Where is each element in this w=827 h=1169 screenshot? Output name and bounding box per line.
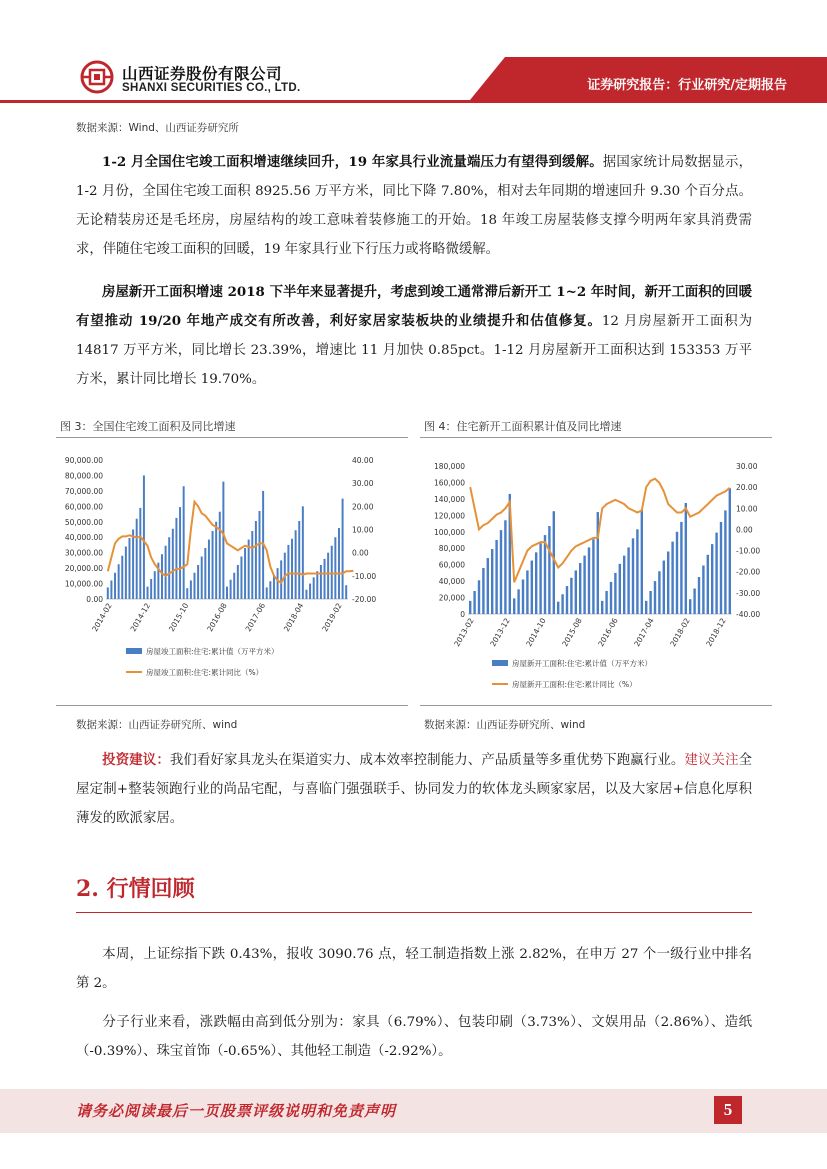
bar: [592, 539, 594, 614]
bar: [654, 581, 656, 614]
bar: [729, 488, 731, 614]
bar: [707, 555, 709, 614]
bar: [566, 586, 568, 614]
bar: [143, 475, 145, 599]
bar: [266, 587, 268, 599]
bar: [610, 582, 612, 614]
bar: [175, 518, 177, 599]
bar: [338, 528, 340, 599]
right-axis-tick-label: 20.00: [736, 483, 758, 493]
right-axis-tick-label: 40.00: [352, 456, 374, 465]
bar: [605, 591, 607, 614]
legend-line-label: 房屋竣工面积:住宅:累计同比（%）: [146, 668, 264, 677]
legend-bar-label: 房屋竣工面积:住宅:累计值（万平方米）: [146, 647, 279, 656]
bar: [226, 587, 228, 599]
bar: [623, 556, 625, 614]
bar: [161, 554, 163, 599]
left-axis-tick-label: 180,000: [433, 462, 465, 471]
bar: [324, 559, 326, 599]
company-name-en: SHANXI SECURITIES CO., LTD.: [122, 82, 301, 94]
bar: [193, 573, 195, 599]
bar: [219, 512, 221, 599]
bar: [685, 503, 687, 614]
top-data-source: 数据来源：Wind、山西证券研究所: [76, 122, 239, 134]
bar: [588, 547, 590, 614]
bar: [658, 571, 660, 614]
bar: [711, 544, 713, 614]
bar: [693, 589, 695, 614]
bar: [522, 579, 524, 614]
left-axis-tick-label: 80,000: [438, 544, 465, 554]
bar: [128, 538, 130, 599]
bar: [190, 580, 192, 599]
bar: [230, 580, 232, 599]
paragraph-completion-lead: 1-2 月全国住宅竣工面积增速继续回升，19 年家具行业流量端压力有望得到缓解。: [102, 154, 603, 170]
x-axis-tick-label: 2015-10: [166, 601, 191, 634]
bar: [215, 522, 217, 599]
bar: [689, 599, 691, 614]
bar: [478, 580, 480, 614]
paragraph-new-starts-body: 12 月房屋新开工面积为 14817 万平方米，同比增长 23.39%，增速比 11 月加快 0.85pct。1-12 月房屋新开工面积达到 153353 万平方米，累计同比增长 19.70%。: [76, 314, 753, 387]
legend-bar-swatch: [492, 660, 508, 666]
paragraph-completion: [76, 148, 752, 264]
bar: [495, 540, 497, 614]
bar: [313, 577, 315, 599]
bar: [291, 539, 293, 599]
bar: [114, 573, 116, 599]
left-axis-tick-label: 120,000: [433, 511, 465, 521]
paragraph-completion-body: 据国家统计局数据显示，1-2 月份，全国住宅竣工面积 8925.56 万平方米，同比下降 7.80%，相对去年同期的增速回升 9.30 个百分点。无论精装房还是毛坯房，房屋结构的竣工意味着装修施工的开始。18 年竣工房屋装修支撑今明两年家具消费需求，伴随住宅竣工面积的回暖，19 年家具行业下行压力或将略微缓解。: [76, 155, 753, 257]
bar: [248, 540, 250, 599]
left-axis-tick-label: 30,000.00: [64, 548, 103, 558]
left-axis-tick-label: 80,000.00: [64, 471, 103, 481]
x-axis-tick-label: 2018-02: [668, 616, 692, 649]
market-review-text: 本周，上证综指下跌 0.43%，报收 3090.76 点，轻工制造指数上涨 2.82%，在申万 27 个一级行业中排名第 2。: [76, 947, 752, 991]
right-axis-tick-label: -20.00: [736, 567, 761, 577]
bar: [273, 575, 275, 599]
left-axis-tick-label: 0: [460, 610, 465, 619]
company-name-cn: 山西证券股份有限公司: [122, 65, 283, 83]
chart-new-starts: [420, 444, 772, 702]
bar: [575, 570, 577, 614]
bar: [663, 561, 665, 614]
bar: [139, 508, 141, 599]
bar: [671, 542, 673, 614]
bar: [255, 521, 257, 599]
left-axis-tick-label: 160,000: [433, 478, 465, 488]
bar: [579, 563, 581, 614]
right-axis-tick-label: 30.00: [736, 462, 758, 471]
bar: [715, 533, 717, 614]
bar: [676, 532, 678, 614]
right-axis-tick-label: 10.00: [736, 504, 758, 514]
x-axis-tick-label: 2017-06: [243, 601, 268, 634]
left-axis-tick-label: 20,000.00: [64, 564, 103, 574]
right-axis-tick-label: 0.00: [352, 548, 369, 558]
company-logo-icon: [80, 60, 114, 94]
chart-completed-area: [56, 444, 408, 702]
paragraph-new-starts: [76, 278, 752, 394]
recommend-label: 建议关注: [684, 753, 739, 768]
bar: [473, 591, 475, 614]
bar: [287, 545, 289, 599]
bar: [251, 531, 253, 599]
figure3-title: 图 3：全国住宅竣工面积及同比增速: [60, 420, 236, 433]
bar: [619, 564, 621, 614]
x-axis-tick-label: 2014-02: [90, 601, 114, 634]
bar: [342, 499, 344, 599]
bar: [680, 522, 682, 614]
bar: [150, 579, 152, 599]
bar: [627, 547, 629, 614]
bar: [107, 587, 109, 599]
x-axis-tick-label: 2015-08: [560, 616, 584, 649]
bar: [212, 531, 214, 599]
left-axis-tick-label: 70,000.00: [64, 486, 103, 496]
bar: [327, 553, 329, 599]
bar: [316, 571, 318, 599]
bar: [222, 482, 224, 599]
bar: [482, 568, 484, 614]
bar: [168, 537, 170, 599]
bar: [244, 548, 246, 599]
right-axis-tick-label: 0.00: [736, 525, 753, 535]
figure3-bottom-rule: [56, 705, 408, 706]
figure3-top-rule: [56, 437, 408, 438]
investment-advice-label: 投资建议：: [102, 752, 170, 768]
bar: [517, 589, 519, 614]
bar: [165, 546, 167, 599]
bar: [121, 556, 123, 599]
page-header: [0, 0, 827, 104]
bar: [544, 535, 546, 614]
bar: [295, 530, 297, 599]
bar: [147, 587, 149, 599]
subsector-text: 分子行业来看，涨跌幅由高到低分别为：家具（6.79%）、包装印刷（3.73%）、文娱用品（2.86%）、造纸（-0.39%）、珠宝首饰（-0.65%）、其他轻工制造（-2.92%）。: [76, 1015, 752, 1059]
bar: [561, 594, 563, 614]
bar: [641, 510, 643, 614]
right-axis-tick-label: 20.00: [352, 502, 374, 512]
bar: [309, 584, 311, 599]
bar: [132, 530, 134, 600]
bar: [469, 601, 471, 614]
bar: [531, 561, 533, 614]
bar: [208, 540, 210, 599]
x-axis-tick-label: 2016-08: [205, 601, 229, 634]
legend-line-label: 房屋新开工面积:住宅:累计同比（%）: [512, 680, 637, 689]
figure4-title: 图 4：住宅新开工面积累计值及同比增速: [424, 420, 622, 433]
bar: [237, 565, 239, 599]
bar: [601, 601, 603, 614]
bar: [500, 530, 502, 614]
bar: [136, 519, 138, 599]
bar: [118, 564, 120, 599]
bar: [259, 511, 261, 599]
bar: [269, 581, 271, 599]
bar: [298, 521, 300, 599]
x-axis-tick-label: 2016-06: [596, 616, 620, 649]
investment-advice-text: 我们看好家具龙头在渠道实力、成本效率控制能力、产品质量等多重优势下跑赢行业。: [169, 753, 685, 768]
paragraph-new-starts-lead: 房屋新开工面积增速 2018 下半年来显著提升，考虑到竣工通常滞后新开工 1~2 年时间，新开工面积的回暖有望推动 19/20 年地产成交有所改善，利好家居家装板块的业绩提升和估值修复。: [76, 284, 752, 329]
bar: [487, 558, 489, 614]
section-rule: [76, 912, 752, 913]
report-type-label: 证券研究报告：行业研究/定期报告: [587, 78, 787, 93]
bar: [201, 557, 203, 599]
bar: [720, 522, 722, 614]
bar: [504, 520, 506, 614]
left-axis-tick-label: 60,000: [438, 560, 465, 570]
x-axis-tick-label: 2019-02: [320, 601, 344, 634]
footer-disclaimer: 请务必阅读最后一页股票评级说明和免责声明: [76, 1102, 397, 1120]
bar: [667, 552, 669, 614]
bar: [557, 602, 559, 614]
right-axis-tick-label: 10.00: [352, 525, 374, 535]
x-axis-tick-label: 2018-12: [704, 616, 728, 649]
left-axis-tick-label: 40,000.00: [64, 533, 103, 543]
x-axis-tick-label: 2018-04: [281, 601, 306, 634]
left-axis-tick-label: 10,000.00: [64, 579, 103, 589]
left-axis-tick-label: 50,000.00: [64, 517, 103, 527]
left-axis-tick-label: 140,000: [433, 494, 465, 504]
bar: [302, 506, 304, 599]
paragraph-subsector: [76, 1008, 752, 1066]
x-axis-tick-label: 2013-12: [488, 616, 512, 649]
right-axis-tick-label: -10.00: [736, 546, 761, 556]
bar: [583, 556, 585, 614]
x-axis-tick-label: 2013-02: [452, 616, 476, 649]
bar: [334, 537, 336, 599]
bar: [197, 565, 199, 599]
right-axis-tick-label: -40.00: [736, 610, 761, 619]
bar: [491, 549, 493, 614]
legend-bar-swatch: [126, 648, 142, 654]
section-title: 2. 行情回顾: [76, 876, 195, 902]
left-axis-tick-label: 100,000: [433, 527, 465, 537]
bar: [702, 565, 704, 614]
bar: [204, 548, 206, 599]
bar: [125, 546, 127, 599]
bar: [526, 570, 528, 614]
right-axis-tick-label: 30.00: [352, 479, 374, 489]
left-axis-tick-label: 60,000.00: [64, 502, 103, 512]
bar: [614, 573, 616, 614]
x-axis-tick-label: 2014-12: [128, 601, 153, 634]
x-axis-tick-label: 2017-04: [632, 616, 656, 649]
left-axis-tick-label: 0.00: [86, 595, 103, 604]
paragraph-market-review: [76, 940, 752, 998]
bar: [305, 590, 307, 599]
bar: [513, 598, 515, 614]
right-axis-tick-label: -10.00: [352, 571, 377, 581]
bar: [698, 577, 700, 614]
bar: [636, 529, 638, 614]
bar: [240, 557, 242, 599]
bar: [345, 585, 347, 599]
bar: [548, 526, 550, 614]
bar: [649, 591, 651, 614]
bar: [179, 507, 181, 599]
figure4-top-rule: [420, 437, 772, 438]
bar: [331, 546, 333, 599]
bar: [724, 510, 726, 614]
bar: [320, 565, 322, 599]
left-axis-tick-label: 90,000.00: [64, 456, 103, 465]
page-number: 5: [714, 1096, 742, 1124]
recommend-text: 全屋定制+整装领跑行业的尚品宅配，与喜临门强强联手、协同发力的软体龙头顾家家居，以及大家居+信息化厚积薄发的欧派家居。: [76, 753, 753, 826]
figure4-source: 数据来源：山西证券研究所、wind: [424, 719, 586, 731]
figure4-bottom-rule: [420, 705, 772, 706]
bar: [570, 578, 572, 614]
bar: [183, 486, 185, 599]
right-axis-tick-label: -20.00: [352, 595, 377, 604]
bar: [233, 573, 235, 599]
x-axis-tick-label: 2014-10: [524, 616, 548, 649]
bar: [110, 580, 112, 599]
left-axis-tick-label: 40,000: [438, 577, 465, 587]
bar: [277, 568, 279, 599]
bar: [154, 571, 156, 599]
bar: [645, 601, 647, 614]
bar: [172, 529, 174, 599]
bar: [632, 538, 634, 614]
bar: [186, 588, 188, 599]
bar: [539, 543, 541, 614]
left-axis-tick-label: 20,000: [438, 593, 465, 603]
legend-bar-label: 房屋新开工面积:住宅:累计值（万平方米）: [512, 659, 653, 668]
figure3-source: 数据来源：山西证券研究所、wind: [76, 719, 238, 731]
paragraph-investment-advice: [76, 746, 752, 833]
right-axis-tick-label: -30.00: [736, 588, 761, 598]
bar: [535, 552, 537, 614]
